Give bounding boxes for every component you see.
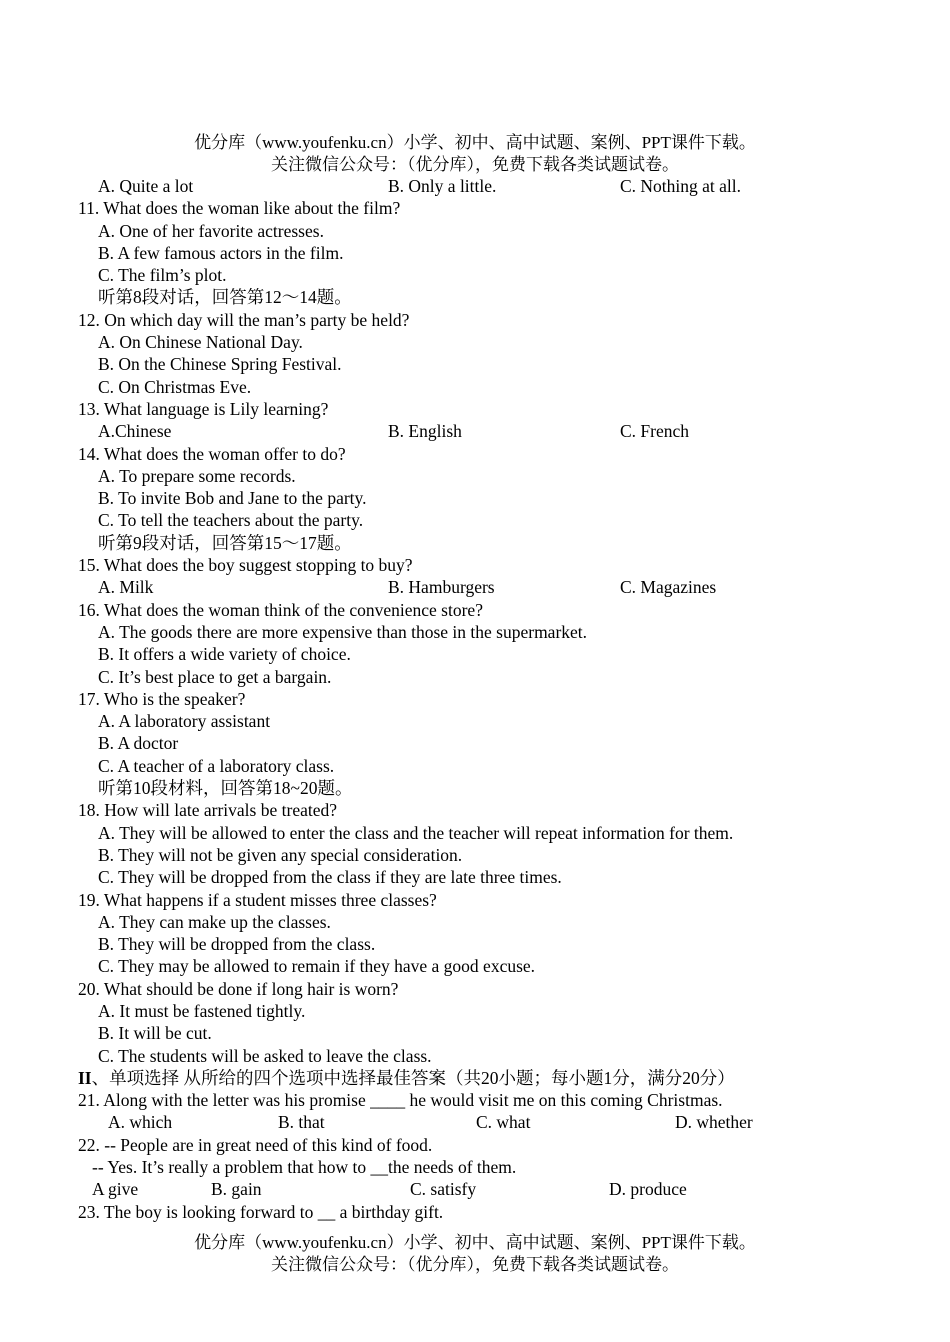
page-footer: [0, 1232, 950, 1276]
q11-option-b: B. A few famous actors in the film.: [98, 242, 344, 263]
q13-stem: 13. What language is Lily learning?: [78, 398, 329, 419]
q12-option-a: A. On Chinese National Day.: [98, 332, 303, 353]
q19-option-b: B. They will be dropped from the class.: [98, 934, 376, 955]
q15-option-b: B. Hamburgers: [388, 577, 495, 598]
q22-options: [78, 1178, 878, 1200]
q16-option-a: A. The goods there are more expensive than those in the supermarket.: [98, 621, 588, 642]
q13-options: [78, 420, 878, 442]
q18-option-a: A. They will be allowed to enter the class and the teacher will repeat information for them.: [98, 822, 734, 843]
q11-stem: 11. What does the woman like about the film?: [78, 198, 401, 219]
header-line-1: 优分库（www.youfenku.cn）小学、初中、高中试题、案例、PPT课件下载。: [194, 133, 756, 152]
instruction-9: 听第9段对话，回答第15～17题。: [98, 532, 352, 553]
q17-option-b: B. A doctor: [98, 733, 179, 754]
page-header: [0, 132, 950, 176]
q19-option-a: A. They can make up the classes.: [98, 911, 331, 932]
q13-option-c: C. French: [620, 421, 690, 442]
footer-line-2: 关注微信公众号：（优分库），免费下载各类试题试卷。: [271, 1255, 679, 1274]
q20-option-c: C. The students will be asked to leave the class.: [98, 1045, 432, 1066]
q16-option-b: B. It offers a wide variety of choice.: [98, 644, 351, 665]
q21-option-a: A. which: [108, 1112, 173, 1133]
q20-option-a: A. It must be fastened tightly.: [98, 1000, 306, 1021]
exam-content: [78, 175, 878, 1223]
q16-option-c: C. It’s best place to get a bargain.: [98, 666, 332, 687]
q12-option-c: C. On Christmas Eve.: [98, 376, 252, 397]
q16-stem: 16. What does the woman think of the convenience store?: [78, 599, 483, 620]
q18-stem: 18. How will late arrivals be treated?: [78, 800, 337, 821]
q10-options: [78, 175, 878, 197]
q22-line-2: -- Yes. It’s really a problem that how to __the needs of them.: [92, 1157, 517, 1178]
instruction-10: 听第10段材料，回答第18~20题。: [98, 778, 353, 799]
q15-stem: 15. What does the boy suggest stopping to buy?: [78, 555, 413, 576]
q12-stem: 12. On which day will the man’s party be held?: [78, 309, 410, 330]
q22-line-1: 22. -- People are in great need of this kind of food.: [78, 1134, 433, 1155]
q11-option-c: C. The film’s plot.: [98, 265, 227, 286]
q21-option-d: D. whether: [675, 1112, 753, 1133]
q17-option-a: A. A laboratory assistant: [98, 711, 271, 732]
q14-option-c: C. To tell the teachers about the party.: [98, 510, 364, 531]
q21-options: [78, 1111, 878, 1133]
q23-stem: 23. The boy is looking forward to __ a birthday gift.: [78, 1201, 444, 1222]
q10-option-b: B. Only a little.: [388, 176, 497, 196]
q17-stem: 17. Who is the speaker?: [78, 688, 246, 709]
q15-option-c: C. Magazines: [620, 577, 717, 598]
q10-option-a: A. Quite a lot: [98, 176, 194, 196]
q18-option-b: B. They will not be given any special consideration.: [98, 844, 463, 865]
q22-option-b: B. gain: [211, 1179, 262, 1200]
q18-option-c: C. They will be dropped from the class if they are late three times.: [98, 867, 562, 888]
q22-option-d: D. produce: [609, 1179, 687, 1200]
q22-option-c: C. satisfy: [410, 1179, 477, 1200]
q17-option-c: C. A teacher of a laboratory class.: [98, 755, 335, 776]
section-2-title: 、单项选择 从所给的四个选项中选择最佳答案（共20小题；每小题1分，满分20分）: [91, 1067, 735, 1088]
q12-option-b: B. On the Chinese Spring Festival.: [98, 354, 342, 375]
footer-line-1: 优分库（www.youfenku.cn）小学、初中、高中试题、案例、PPT课件下载。: [194, 1233, 756, 1252]
q14-option-b: B. To invite Bob and Jane to the party.: [98, 488, 367, 509]
instruction-8: 听第8段对话，回答第12～14题。: [98, 287, 352, 308]
header-line-2: 关注微信公众号：（优分库），免费下载各类试题试卷。: [271, 155, 679, 174]
section-2-heading: [78, 1067, 878, 1089]
q21-option-b: B. that: [278, 1112, 325, 1133]
q13-option-b: B. English: [388, 421, 462, 442]
q15-option-a: A. Milk: [98, 577, 154, 598]
section-2-number: II: [78, 1067, 92, 1088]
q19-option-c: C. They may be allowed to remain if they have a good excuse.: [98, 956, 536, 977]
q19-stem: 19. What happens if a student misses three classes?: [78, 889, 437, 910]
q15-options: [78, 576, 878, 598]
q21-option-c: C. what: [476, 1112, 531, 1133]
q20-option-b: B. It will be cut.: [98, 1023, 212, 1044]
q13-option-a: A.Chinese: [98, 421, 172, 442]
q14-option-a: A. To prepare some records.: [98, 465, 296, 486]
q10-option-c: C. Nothing at all.: [620, 176, 742, 196]
q14-stem: 14. What does the woman offer to do?: [78, 443, 346, 464]
q11-option-a: A. One of her favorite actresses.: [98, 220, 324, 241]
q21-stem: 21. Along with the letter was his promise ____ he would visit me on this coming Christmas.: [78, 1090, 723, 1111]
q22-option-a: A give: [92, 1179, 139, 1200]
q20-stem: 20. What should be done if long hair is worn?: [78, 978, 399, 999]
